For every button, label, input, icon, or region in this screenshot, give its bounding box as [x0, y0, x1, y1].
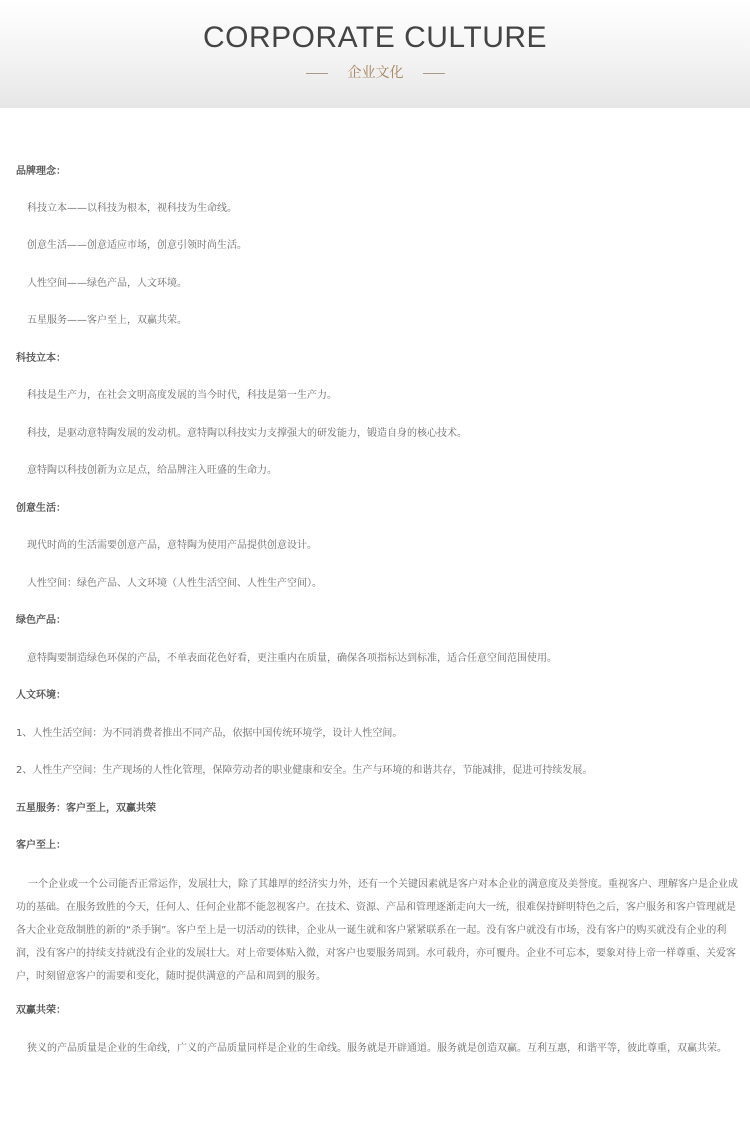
creative-heading: 创意生活：	[16, 503, 66, 514]
brand-heading: 品牌理念：	[16, 166, 66, 177]
header-subtitle: 企业文化	[347, 65, 404, 81]
humanistic-item: 2、人性生产空间：生产现场的人性化管理，保障劳动者的职业健康和安全。生产与环境的和谐共存，节能减排，促进可持续发展。	[16, 765, 593, 776]
green-item: 意特陶要制造绿色环保的产品，不单表面花色好看，更注重内在质量，确保各项指标达到标准，适合任意空间范围使用。	[27, 653, 557, 664]
creative-item: 人性空间：绿色产品、人文环境（人性生活空间、人性生产空间）。	[27, 578, 322, 589]
tech-heading: 科技立本：	[16, 353, 66, 364]
header-title: CORPORATE CULTURE	[202, 21, 548, 54]
green-heading: 绿色产品：	[16, 615, 66, 626]
brand-item: 五星服务——客户至上，双赢共荣。	[27, 315, 187, 326]
win-win-item: 狭义的产品质量是企业的生命线，广义的产品质量同样是企业的生命线。服务就是开辟通道。服务就是创造双赢。互利互惠，和谐平等，彼此尊重，双赢共荣。	[27, 1043, 727, 1054]
subtitle-right-rule	[423, 73, 445, 74]
customer-paragraph: 一个企业或一个公司能否正常运作，发展壮大，除了其雄厚的经济实力外，还有一个关键因素就是客户对本企业的满意度及美誉度。重视客户、理解客户是企业成功的基础。在服务致胜的今天，任何人、任何企业都不能忽视客户。在技术、资源、产品和管理逐渐走向大一统，很难保持鲜明特色之后，客户服务和客户管理就是各大企业竞敌制胜的新的“杀手锏”。客户至上是一切活动的铁律，企业从一诞生就和客户紧紧联系在一起。没有客户就没有市场，没有客户的购买就没有企业的利润，没有客户的持续支持就没有企业的发展壮大。对上帝要体贴入微，对客户也要服务周到。水可载舟，亦可覆舟。企业不可忘本，要象对待上帝一样尊重、关爱客户，时刻留意客户的需要和变化，随时提供满意的产品和周到的服务。	[16, 879, 738, 982]
tech-item: 科技是生产力，在社会文明高度发展的当今时代，科技是第一生产力。	[27, 390, 337, 401]
humanistic-heading: 人文环境：	[16, 690, 66, 701]
tech-item: 科技，是驱动意特陶发展的发动机。意特陶以科技实力支撑强大的研发能力，锻造自身的核心技术。	[27, 428, 467, 439]
brand-item: 人性空间——绿色产品，人文环境。	[27, 278, 187, 289]
five-star-heading: 五星服务：客户至上，双赢共荣	[16, 803, 156, 814]
creative-item: 现代时尚的生活需要创意产品，意特陶为使用产品提供创意设计。	[27, 540, 317, 551]
win-win-heading: 双赢共荣：	[16, 1005, 66, 1016]
tech-item: 意特陶以科技创新为立足点，给品牌注入旺盛的生命力。	[27, 465, 277, 476]
page-header	[0, 0, 750, 108]
customer-heading: 客户至上：	[16, 840, 66, 851]
subtitle-left-rule	[306, 73, 328, 74]
header-subtitle-row	[0, 63, 750, 83]
brand-item: 创意生活——创意适应市场，创意引领时尚生活。	[27, 240, 247, 251]
humanistic-item: 1、人性生活空间：为不同消费者推出不同产品，依据中国传统环境学，设计人性空间。	[16, 728, 403, 739]
brand-item: 科技立本——以科技为根本，视科技为生命线。	[27, 203, 237, 214]
